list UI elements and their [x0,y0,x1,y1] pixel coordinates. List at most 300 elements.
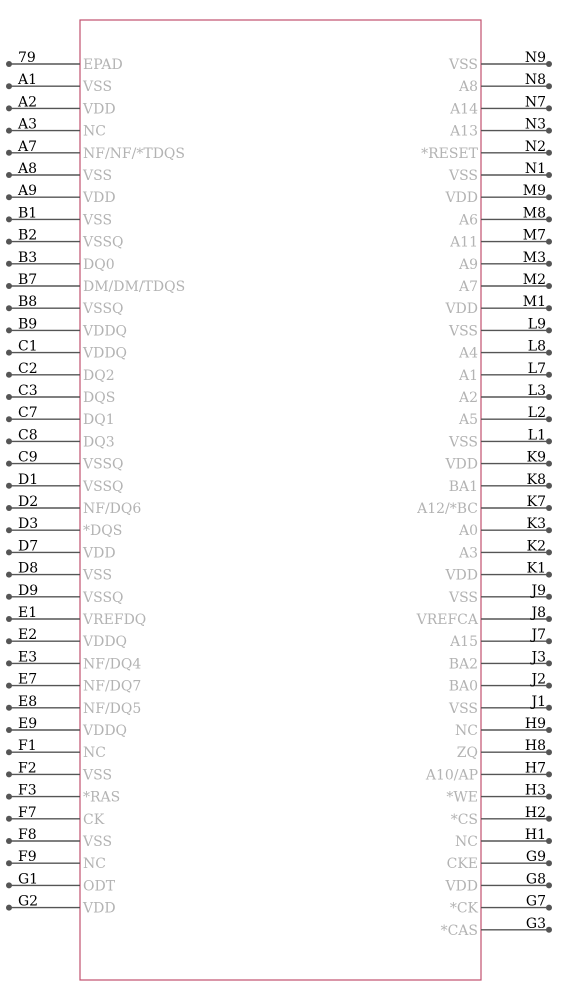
pin-name: VDDQ [83,345,128,362]
pin-endpoint-dot [546,483,552,489]
pin-number: C3 [18,383,38,399]
pin-number: E9 [18,716,38,732]
right-pin-K8 [449,472,552,495]
pin-number: 79 [18,50,36,66]
pin-name: NC [455,723,478,739]
pin-endpoint-dot [6,261,12,267]
pin-number: B7 [18,272,38,288]
pin-endpoint-dot [6,527,12,533]
right-pin-L8 [458,339,552,362]
left-pin-E9 [6,716,127,739]
left-pin-C8 [6,427,115,450]
pin-number: H1 [524,827,546,843]
pin-name: VSS [448,700,478,717]
pin-name: VSS [83,834,113,850]
pin-endpoint-dot [6,216,12,222]
pin-endpoint-dot [6,638,12,644]
right-pin-J3 [449,649,552,672]
pin-number: D7 [18,538,39,555]
pin-name: VDD [445,567,478,584]
pin-endpoint-dot [546,283,552,289]
pin-endpoint-dot [6,549,12,555]
left-pin-C9 [6,450,124,473]
pin-name: *WE [446,789,478,806]
right-pin-J7 [449,627,552,650]
left-pin-F7 [6,805,105,828]
pin-endpoint-dot [6,172,12,178]
pin-name: DQ3 [83,434,115,451]
left-pin-B9 [6,316,127,339]
left-pin-A2 [6,94,116,117]
pin-endpoint-dot [546,505,552,511]
pin-endpoint-dot [546,705,552,711]
pin-endpoint-dot [546,660,552,666]
pin-number: K8 [526,471,546,488]
pin-endpoint-dot [6,594,12,600]
right-pin-N2 [421,139,552,162]
pin-name: A11 [450,234,478,251]
pin-name: A3 [458,545,478,562]
pin-endpoint-dot [6,616,12,622]
pin-number: L3 [527,383,546,399]
pin-number: K3 [526,516,546,533]
pin-name: VSS [448,323,478,340]
right-pin-K2 [458,538,552,561]
right-pin-M1 [444,294,552,317]
pin-endpoint-dot [546,61,552,67]
right-pin-M9 [444,183,552,206]
pin-number: F8 [18,827,37,843]
pin-endpoint-dot [546,927,552,933]
pin-endpoint-dot [6,882,12,888]
pin-endpoint-dot [546,172,552,178]
left-pin-E1 [6,605,146,628]
pin-number: F1 [18,738,37,755]
pin-name: A9 [458,256,478,273]
pin-name: DQ0 [83,256,115,273]
left-pin-E8 [6,694,141,717]
pin-name: *CS [450,811,478,828]
pin-number: J1 [531,693,546,710]
pin-name: VSS [448,589,478,606]
right-pin-H1 [455,827,552,850]
left-pin-C3 [6,383,115,406]
pin-endpoint-dot [546,771,552,777]
pin-name: A1 [458,367,478,384]
pin-number: L7 [527,360,546,377]
pin-endpoint-dot [546,527,552,533]
pin-name: A6 [458,212,478,229]
pin-name: NC [83,745,106,762]
pin-number: D8 [18,560,39,577]
pin-endpoint-dot [546,194,552,200]
pin-number: J9 [531,582,546,599]
pin-number: C7 [18,405,38,422]
pin-endpoint-dot [546,416,552,422]
pin-name: DM/DM/TDQS [83,279,186,295]
pin-name: *RAS [83,789,121,806]
left-pin-A9 [6,183,116,206]
pin-number: N7 [524,94,546,111]
pin-name: *CAS [440,922,478,939]
pin-number: H3 [524,782,546,799]
pin-number: D9 [18,582,39,599]
right-pin-K1 [444,561,552,584]
right-pin-L3 [458,383,552,406]
pin-endpoint-dot [546,216,552,222]
left-pin-B7 [6,272,185,295]
left-pin-D2 [6,494,141,517]
pin-endpoint-dot [6,239,12,245]
pin-number: J2 [531,671,546,688]
pin-endpoint-dot [6,860,12,866]
pin-name: VDDQ [83,634,128,651]
pin-name: VSSQ [83,234,124,251]
pin-endpoint-dot [546,794,552,800]
left-pin-C2 [6,361,115,384]
right-pin-H2 [451,805,552,828]
pin-endpoint-dot [6,461,12,467]
pin-name: VSSQ [83,301,124,318]
pin-name: A0 [458,523,478,540]
pin-endpoint-dot [6,838,12,844]
pin-endpoint-dot [546,105,552,111]
right-pin-N9 [448,50,552,73]
pin-endpoint-dot [546,749,552,755]
pin-endpoint-dot [546,461,552,467]
pin-name: DQ2 [83,367,115,384]
pin-number: C9 [18,449,38,466]
pin-number: K2 [526,538,546,555]
right-pin-G8 [444,871,552,894]
pin-name: VSS [83,212,113,229]
pin-endpoint-dot [546,882,552,888]
pin-endpoint-dot [546,816,552,822]
right-pin-L7 [458,361,552,384]
pin-name: VREFDQ [83,612,147,628]
pin-number: K1 [526,560,546,577]
pin-name: A15 [450,634,478,651]
pin-number: M3 [522,249,546,266]
pin-name: VSS [448,168,478,184]
pin-endpoint-dot [6,150,12,156]
right-pin-N7 [449,94,552,117]
right-pin-L1 [448,427,552,450]
pin-name: A13 [450,123,478,140]
pin-number: N2 [524,138,546,155]
pin-name: VSSQ [83,456,124,473]
right-pin-N1 [448,161,552,184]
pin-endpoint-dot [546,838,552,844]
pin-number: M8 [522,205,546,222]
pin-name: ODT [83,878,116,895]
pin-number: E7 [18,671,38,688]
pin-endpoint-dot [6,905,12,911]
left-pin-D8 [6,561,112,584]
pin-name: CKE [446,856,478,873]
pin-endpoint-dot [6,572,12,578]
pin-number: G1 [18,871,39,888]
pin-name: VDD [445,301,478,318]
pin-endpoint-dot [546,572,552,578]
ic-body-outline [80,20,481,980]
pin-number: N8 [524,72,546,89]
pin-endpoint-dot [546,372,552,378]
left-pin-F9 [6,849,106,872]
pin-name: VDD [83,101,116,118]
pin-name: EPAD [83,57,123,73]
pin-name: *CK [449,900,478,917]
pin-name: VSS [83,567,113,584]
pin-number: L2 [527,405,546,422]
pin-number: F9 [18,849,37,866]
pin-endpoint-dot [546,305,552,311]
pin-number: M1 [522,294,546,311]
pin-name: A10/AP [425,767,478,784]
right-pin-J9 [448,583,552,606]
left-pin-C7 [6,405,115,428]
pin-number: A1 [18,72,38,89]
pin-name: NC [455,834,478,850]
pin-name: VDD [445,456,478,473]
pin-number: D1 [18,471,39,488]
pin-name: VDD [83,545,116,562]
pin-endpoint-dot [546,327,552,333]
left-pin-E2 [6,627,127,650]
pin-endpoint-dot [6,128,12,134]
pin-name: *RESET [421,145,478,162]
left-pin-F8 [6,827,112,850]
right-pin-group [416,50,552,939]
right-pin-G9 [447,849,552,872]
right-pin-H9 [455,716,552,739]
pin-number: A3 [18,116,38,133]
pin-endpoint-dot [546,239,552,245]
pin-number: J7 [531,627,546,644]
left-pin-group [6,50,185,917]
pin-number: E3 [18,649,38,666]
right-pin-G3 [441,916,552,939]
left-pin-B3 [6,250,115,273]
left-pin-C1 [6,339,127,362]
pin-name: BA0 [448,678,478,695]
pin-endpoint-dot [6,505,12,511]
right-pin-M3 [458,250,552,273]
pin-name: BA2 [448,656,478,673]
pin-name: ZQ [456,745,478,762]
pin-number: C2 [18,360,38,377]
pin-name: A12/*BC [417,501,478,517]
right-pin-K9 [444,450,552,473]
pin-name: VDDQ [83,323,128,340]
pin-number: L9 [527,316,546,333]
left-pin-D1 [6,472,124,495]
pin-endpoint-dot [6,660,12,666]
pin-endpoint-dot [546,860,552,866]
right-pin-H7 [425,760,552,783]
pin-number: L8 [527,338,546,355]
pin-name: VSS [83,767,113,784]
pin-name: VSS [448,434,478,451]
pin-name: VDDQ [83,723,128,739]
left-pin-G2 [6,894,116,917]
pin-number: M7 [522,227,546,244]
pin-number: C1 [18,338,38,355]
pin-number: L1 [527,427,546,444]
right-pin-M7 [449,228,552,251]
left-pin-F2 [6,760,112,783]
pin-number: N1 [524,161,546,177]
left-pin-A8 [6,161,112,184]
pin-name: A14 [450,101,478,118]
pin-name: NC [83,856,106,873]
left-pin-79 [6,50,123,73]
pin-number: H9 [524,716,546,732]
pin-name: VDD [83,190,116,207]
left-pin-D7 [6,538,116,561]
pin-endpoint-dot [546,350,552,356]
pin-endpoint-dot [6,794,12,800]
left-pin-F1 [6,738,106,761]
pin-endpoint-dot [6,483,12,489]
pin-endpoint-dot [546,83,552,89]
right-pin-J8 [416,605,552,628]
pin-number: A2 [18,94,38,111]
pin-number: M9 [522,183,546,200]
pin-name: NF/NF/*TDQS [83,145,185,162]
pin-name: A8 [458,79,478,96]
right-pin-N3 [449,117,552,140]
pin-endpoint-dot [546,438,552,444]
pin-endpoint-dot [6,705,12,711]
right-pin-J2 [449,672,552,695]
pin-number: E2 [18,627,38,644]
pin-number: K9 [526,449,546,466]
pin-number: H2 [524,804,546,821]
pin-number: F7 [18,804,37,821]
pin-number: J3 [531,649,546,666]
left-pin-D3 [6,516,122,539]
pin-number: B2 [18,227,38,244]
pin-number: A7 [18,138,38,155]
pin-endpoint-dot [6,438,12,444]
left-pin-A7 [6,139,185,162]
pin-endpoint-dot [6,771,12,777]
pin-name: VSSQ [83,478,124,495]
pin-number: H7 [524,760,546,777]
pin-endpoint-dot [6,327,12,333]
pin-name: VSSQ [83,589,124,606]
pin-endpoint-dot [6,194,12,200]
pin-number: B3 [18,249,38,266]
pin-number: G2 [18,893,39,910]
pin-endpoint-dot [6,394,12,400]
pin-name: NF/DQ5 [83,700,142,717]
pin-number: B8 [18,294,38,311]
pin-endpoint-dot [6,105,12,111]
pin-endpoint-dot [6,350,12,356]
left-pin-E3 [6,649,141,672]
pin-endpoint-dot [546,150,552,156]
pin-name: A7 [458,279,478,295]
pin-name: A5 [458,412,478,429]
pin-endpoint-dot [6,816,12,822]
left-pin-D9 [6,583,124,606]
pin-endpoint-dot [546,128,552,134]
right-pin-K3 [458,516,552,539]
left-pin-B8 [6,294,124,317]
right-pin-L2 [458,405,552,428]
pin-endpoint-dot [6,283,12,289]
pin-number: D3 [18,516,39,533]
pin-number: N9 [524,50,546,66]
pin-name: VSS [83,79,113,96]
pin-name: DQ1 [83,412,115,429]
pin-name: NF/DQ4 [83,656,142,673]
pin-endpoint-dot [546,594,552,600]
pin-number: G3 [525,915,546,932]
right-pin-H8 [457,738,552,761]
pin-endpoint-dot [546,727,552,733]
pin-number: A8 [18,161,38,177]
pin-number: G9 [525,849,546,866]
pin-number: C8 [18,427,38,444]
pin-name: CK [83,811,105,828]
pin-endpoint-dot [546,683,552,689]
right-pin-G7 [450,894,552,917]
right-pin-M8 [458,205,552,228]
pin-name: BA1 [448,478,478,495]
pin-number: D2 [18,494,39,510]
right-pin-H3 [446,783,552,806]
pin-number: A9 [18,183,38,200]
pin-name: VSS [83,168,113,184]
pin-number: G8 [525,871,546,888]
pin-number: K7 [526,494,546,510]
pin-number: N3 [524,116,546,133]
pin-number: H8 [524,738,546,755]
pin-name: NF/DQ7 [83,678,142,695]
pin-name: NF/DQ6 [83,501,142,517]
left-pin-B1 [6,205,112,228]
pin-name: A2 [458,390,478,406]
pin-name: VSS [448,57,478,73]
pin-endpoint-dot [6,372,12,378]
pin-endpoint-dot [546,905,552,911]
pin-number: E1 [18,605,38,621]
pin-endpoint-dot [6,683,12,689]
pin-number: M2 [522,272,546,288]
pin-number: B9 [18,316,38,333]
left-pin-F3 [6,783,120,806]
pin-name: DQS [83,390,116,406]
pin-endpoint-dot [6,305,12,311]
pin-endpoint-dot [546,616,552,622]
pin-number: F3 [18,782,37,799]
pin-name: NC [83,123,106,140]
left-pin-B2 [6,228,124,251]
right-pin-M2 [458,272,552,295]
pin-number: F2 [18,760,37,777]
right-pin-N8 [458,72,552,95]
pin-endpoint-dot [6,83,12,89]
left-pin-A3 [6,117,106,140]
pin-number: G7 [525,893,546,910]
pin-name: VDD [445,190,478,207]
pin-endpoint-dot [6,727,12,733]
left-pin-G1 [6,871,116,894]
pin-endpoint-dot [6,416,12,422]
